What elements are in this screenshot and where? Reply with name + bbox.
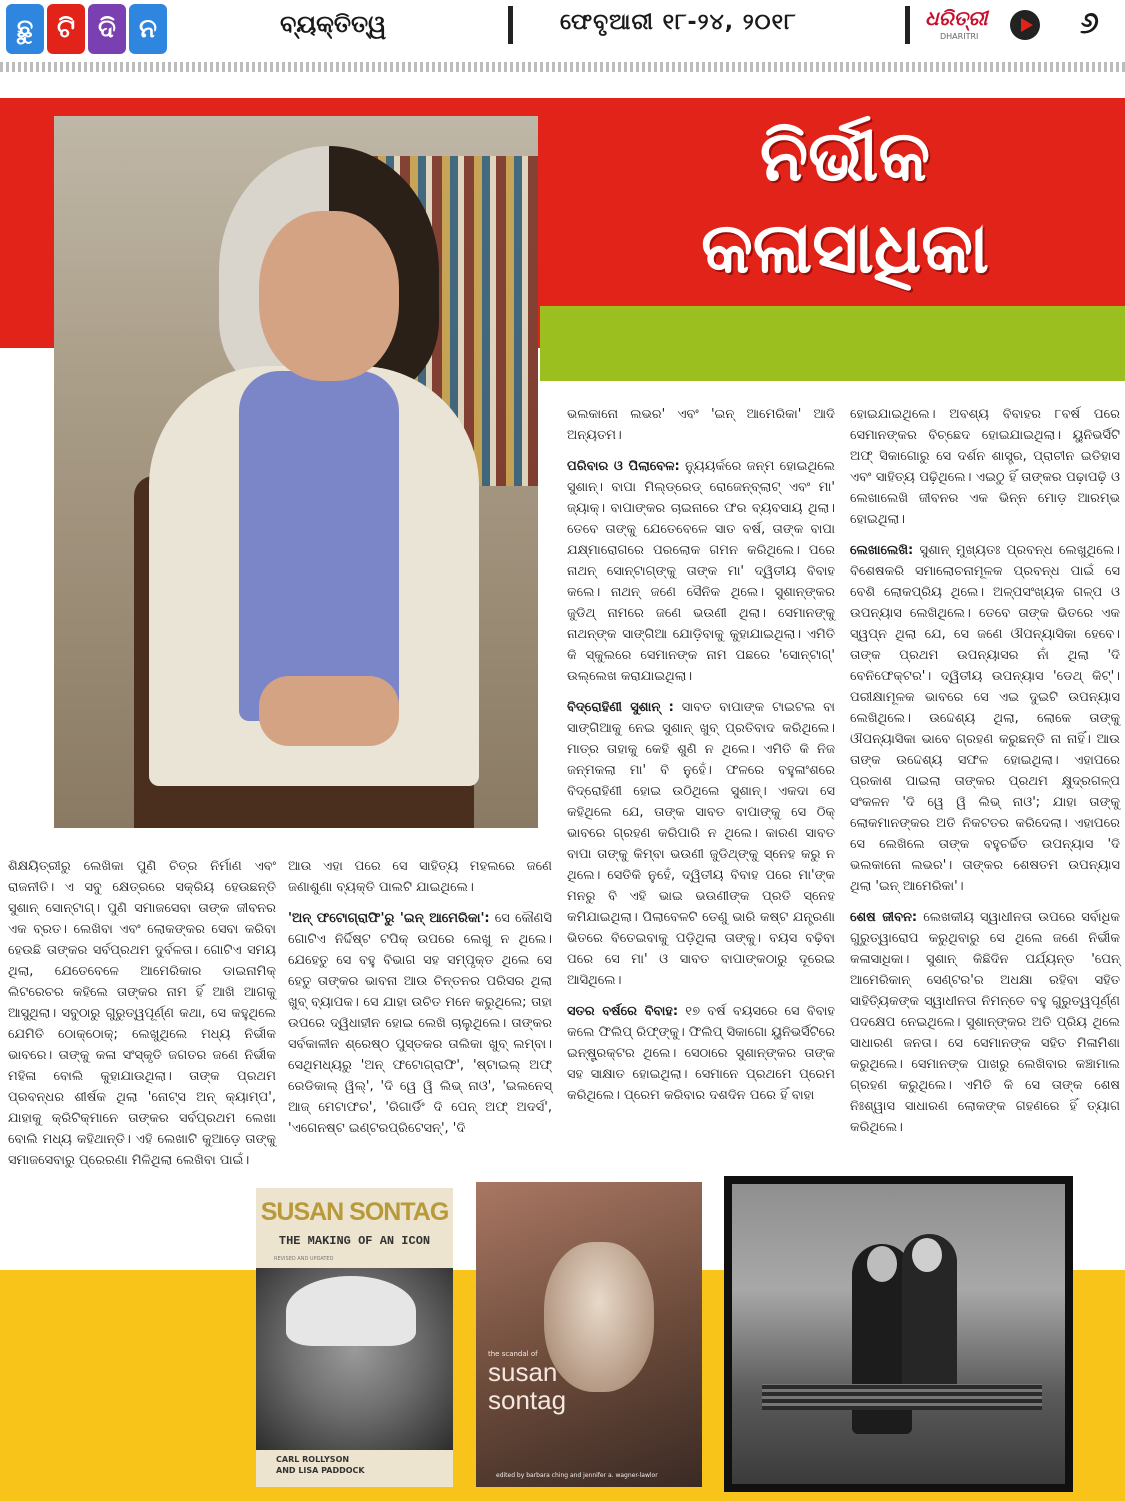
paragraph <box>850 540 1120 897</box>
accent-band <box>540 306 1125 381</box>
paragraph-text: ଲେଖକୀୟ ସ୍ୱାଧୀନତା ଉପରେ ସର୍ବାଧିକ ଗୁରୁତ୍ୱାରୋପ କରୁଥିବାରୁ ସେ ଥିଲେ ଜଣେ ନିର୍ଭୀକ କଳାସାଧିକା। ସୁଶାନ୍ କିଛିଦିନ ପର୍ଯ୍ୟନ୍ତ 'ପେନ୍ ଆମେରିକାନ୍ ସେଣ୍ଟର'ର ଅଧକ୍ଷା ରହିବା ସହିତ ସାହିତ୍ୟିକଙ୍କ ସ୍ୱାଧୀନତା ନିମନ୍ତେ ବହୁ ଗୁରୁତ୍ୱପୂର୍ଣ୍ଣ ପଦକ୍ଷେପ ନେଇଥିଲେ। ସୁଶାନ୍‌ଙ୍କର ଅତି ପ୍ରିୟ ଥିଲେ ସାଧାରଣ ଜନତା। ସେ ସେମାନଙ୍କ ସହିତ ମିଳାମିଶା କରୁଥିଲେ। ସେମାନଙ୍କ ପାଖରୁ ଲେଖିବାର କଞ୍ଚାମାଲ ଗ୍ରହଣ କରୁଥିଲେ। ଏମିତି କି ସେ ତାଙ୍କ ଶେଷ ନିଃଶ୍ୱାସ ସାଧାରଣ ଲୋକଙ୍କ ଗହଣରେ ହିଁ ତ୍ୟାଗ କରିଥିଲେ। <box>850 910 1120 1135</box>
header-divider <box>508 6 513 44</box>
subheading: ଶେଷ ଜୀବନ: <box>850 910 918 925</box>
book-cover-scandal-of-susan-sontag <box>476 1182 702 1487</box>
paragraph-text: ସାବତ ବାପାଙ୍କ ଟାଇଟଲ ବା ସାଙ୍ଗିଆକୁ ନେଇ ସୁଶାନ୍ ଖୁବ୍ ପ୍ରତିବାଦ କରିଥିଲେ। ମାତ୍ର ତାହାକୁ କେହି ଶୁଣି ନ ଥିଲେ। ଏମିତି କି ନିଜ ଜନ୍ମକଲା ମା' ବି ନୁହେଁ। ଫଳରେ ବହୁଳାଂଶରେ ବିଦ୍ରୋହିଣୀ ହୋଇ ଉଠିଥିଲେ ସୁଶାନ୍। ଏକଦା ସେ କହିଥିଲେ ଯେ, ତାଙ୍କ ସାବତ ବାପାଙ୍କୁ ସେ ଠିକ୍ ଭାବରେ ଗ୍ରହଣ କରିପାରି ନ ଥିଲେ। କାରଣ ସାବତ ବାପା ତାଙ୍କୁ କିମ୍ବା ଭଉଣୀ ଜୁଡିଥ୍‌ଙ୍କୁ ସ୍ନେହ କରୁ ନ ଥିଲେ। ସେତିକି ନୁହେଁ, ଦ୍ୱିତୀୟ ବିବାହ ପରେ ମା'ଙ୍କ ମନରୁ ବି ଏହି ଭାଇ ଭଉଣୀଙ୍କ ପ୍ରତି ସ୍ନେହ କମିଯାଇଥିଲା। ପିଲାବେଳଟି ତେଣୁ ଭାରି କଷ୍ଟ ଯନ୍ତ୍ରଣା ଭିତରେ ବିତେଇବାକୁ ପଡ଼ିଥିଲା ତାଙ୍କୁ। ବୟସ ବଢ଼ିବା ପରେ ସେ ମା' ଓ ସାବତ ବାପାଙ୍କଠାରୁ ଦୂରେଇ ଆସିଥିଲେ। <box>567 700 835 988</box>
face <box>912 1238 942 1272</box>
header-divider <box>905 6 910 44</box>
book-authors <box>276 1454 365 1476</box>
book-subtitle: THE MAKING OF AN ICON <box>278 1234 431 1248</box>
paragraph-text: ସୁଶାନ୍ ମୁଖ୍ୟତଃ ପ୍ରବନ୍ଧ ଲେଖୁଥିଲେ। ବିଶେଷକରି ସମାଲୋଚନାମୂଳକ ପ୍ରବନ୍ଧ ପାଇଁ ସେ ବେଶି ଲୋକପ୍ରିୟ ଥିଲେ। ଅଳ୍ପସଂଖ୍ୟକ ଗଳ୍ପ ଓ ଉପନ୍ୟାସ ଲେଖିଥିଲେ। ତେବେ ତାଙ୍କ ଭିତରେ ଏକ ସ୍ୱପ୍ନ ଥିଲା ଯେ, ସେ ଜଣେ ଔପନ୍ୟାସିକା ହେବେ। ତାଙ୍କ ପ୍ରଥମ ଉପନ୍ୟାସର ନାଁ ଥିଲା 'ଦି ବେନିଫେକ୍ଟର'। ଦ୍ୱିତୀୟ ଉପନ୍ୟାସ 'ଡେଥ୍ କିଟ୍'। ପରୀକ୍ଷାମୂଳକ ଭାବରେ ସେ ଏଇ ଦୁଇଟି ଉପନ୍ୟାସ ଲେଖିଥିଲେ। ଉଦ୍ଦେଶ୍ୟ ଥିଲା, ଲୋକେ ତାଙ୍କୁ ଔପନ୍ୟାସିକା ଭାବେ ଗ୍ରହଣ କରୁଛନ୍ତି ନା ନାହିଁ। ଆଉ ତାଙ୍କ ଉଦ୍ଦେଶ୍ୟ ସଫଳ ହୋଇଥିଲା। ଏହାପରେ ପ୍ରକାଶ ପାଇଲା ତାଙ୍କର ପ୍ରଥମ କ୍ଷୁଦ୍ରଗଳ୍ପ ସଂକଳନ 'ଦି ୱେ ୱି ଲିଭ୍ ନାଓ'; ଯାହା ତାଙ୍କୁ ଲୋକମାନଙ୍କର ଅତି ନିକଟତର କରିଦେଲା। ଏହାପରେ ସେ ଲେଖିଲେ ତାଙ୍କ ବହୁଚର୍ଚ୍ଚିତ ଉପନ୍ୟାସ 'ଦି ଭଲକାନୋ ଲଭର'। ତାଙ୍କର ଶେଷତମ ଉପନ୍ୟାସ ଥିଲା 'ଇନ୍ ଆମେରିକା'। <box>850 543 1120 894</box>
book-editors: edited by barbara ching and jennifer a. wagner-lawlor <box>496 1472 658 1479</box>
headline-line-2: କଳାସାଧିକା <box>701 206 989 289</box>
shirt <box>239 371 399 721</box>
masthead-logo <box>6 4 167 54</box>
article-column-3 <box>567 404 835 1116</box>
logo-letter: ଟି <box>47 4 85 54</box>
book-cover-making-of-an-icon <box>256 1188 453 1487</box>
subheading: ସତର ବର୍ଷରେ ବିବାହ: <box>567 1004 679 1019</box>
logo-letter: ଦି <box>88 4 126 54</box>
article-column-2 <box>288 856 552 1149</box>
book-author: CARL ROLLYSON <box>276 1455 350 1464</box>
section-name: ବ୍ୟକ୍ତିତ୍ୱ <box>280 10 387 38</box>
book-title-line: sontag <box>488 1385 567 1415</box>
portrait-photo <box>54 116 538 828</box>
book-title-prefix: the scandal of <box>488 1350 538 1358</box>
subheading: ବିଦ୍ରୋହିଣୀ ସୁଶାନ୍ : <box>567 700 674 715</box>
book-author: AND LISA PADDOCK <box>276 1466 365 1475</box>
issue-date: ଫେବୃଆରୀ ୧୮-୨୪, ୨୦୧୮ <box>560 10 797 35</box>
face <box>867 1246 897 1282</box>
subheading: 'ଅନ୍ ଫଟୋଗ୍ରାଫି'ରୁ 'ଇନ୍ ଆମେରିକା': <box>288 911 490 926</box>
play-icon <box>1010 10 1040 40</box>
paragraph: ହୋଇଯାଇଥିଲେ। ଅବଶ୍ୟ ବିବାହର ୮ବର୍ଷ ପରେ ସେମାନଙ୍କର ବିଚ୍ଛେଦ ହୋଇଯାଇଥିଲା। ୟୁନିଭର୍ସିଟି ଅଫ୍ ସିକାଗୋରୁ ସେ ଦର୍ଶନ ଶାସ୍ତ୍ର, ପ୍ରାଚୀନ ଇତିହାସ ଏବଂ ସାହିତ୍ୟ ପଢ଼ିଥିଲେ। ଏଇଠୁ ହିଁ ତାଙ୍କର ପଢ଼ାପଢ଼ି ଓ ଲେଖାଲେଖି ଜୀବନର ଏକ ଭିନ୍ନ ମୋଡ଼ ଆରମ୍ଭ ହୋଇଥିଲା। <box>850 407 1120 527</box>
article-column-1 <box>8 856 276 1181</box>
paragraph: ଆଉ ଏହା ପରେ ସେ ସାହିତ୍ୟ ମହଲରେ ଜଣେ ଜଣାଶୁଣା ବ୍ୟକ୍ତି ପାଲଟି ଯାଇଥିଲେ। <box>288 859 552 895</box>
paragraph <box>567 697 835 991</box>
park-bench <box>762 1384 1042 1410</box>
brand-subtext: DHARITRI <box>940 32 979 41</box>
book-title: SUSAN SONTAG <box>260 1198 449 1226</box>
photo-scene <box>732 1184 1065 1484</box>
paragraph <box>850 907 1120 1138</box>
paragraph: ଭଲକାନୋ ଲଭର' ଏବଂ 'ଇନ୍ ଆମେରିକା' ଆଦି ଅନ୍ୟତମ। <box>567 407 835 443</box>
subheading: ପରିବାର ଓ ପିଲାବେଳ: <box>567 459 680 474</box>
brand-logo: ଧରିତ୍ରୀ <box>925 6 988 30</box>
paragraph-text: ୧୭ ବର୍ଷ ବୟସରେ ସେ ବିବାହ କଲେ ଫିଲିପ୍ ରିଫ୍‌ଙ୍କୁ। ଫିଲିପ୍ ସିକାଗୋ ୟୁନିଭର୍ସିଟିରେ ଇନ୍‌ଷ୍ଟ୍ରକ୍ଟର ଥିଲେ। ସେଠାରେ ସୁଶାନ୍‌ଙ୍କର ତାଙ୍କ ସହ ସାକ୍ଷାତ ହୋଇଥିଲା। ସେମାନେ ପ୍ରଥମେ ପ୍ରେମ କରିଥିଲେ। ପ୍ରେମ କରିବାର ଦଶଦିନ ପରେ ହିଁ ବାହା <box>567 1004 835 1103</box>
headline <box>575 110 1115 294</box>
paragraph <box>567 456 835 687</box>
paragraph: ଶିକ୍ଷୟିତ୍ରୀରୁ ଲେଖିକା ପୁଣି ଚିତ୍ର ନିର୍ମାଣ ଏବଂ ରାଜନୀତି। ଏ ସବୁ କ୍ଷେତ୍ରରେ ସକ୍ରିୟ ହେଉଛନ୍ତି ସୁଶାନ୍ ସୋନ୍‌ଟାଗ୍‌। ପୁଣି ସମାଜସେବା ତାଙ୍କ ଜୀବନର ଏକ ବ୍ରତ। ଲେଖିବା ଏବଂ ଲୋକଙ୍କର ସେବା କରିବା ହେଉଛି ତାଙ୍କର ସର୍ବପ୍ରଥମ ଦୁର୍ବଳତା। ଗୋଟିଏ ସମୟ ଥିଲା, ଯେତେବେଳେ ଆମେରିକାର ଡାଇନାମିକ୍ ଲିଟରେଚର କହିଲେ ତାଙ୍କର ନାମ ହିଁ ଆଖି ଆଗକୁ ଆସୁଥିଲା। ସବୁଠାରୁ ଗୁରୁତ୍ୱପୂର୍ଣ୍ଣ କଥା, ସେ କହୁଥିଲେ ଯେମିତି ଠୋକ୍‌ଠୋକ୍‌; ଲେଖୁଥିଲେ ମଧ୍ୟ ନିର୍ଭୀକ ଭାବରେ। ତାଙ୍କୁ କଳା ସଂସ୍କୃତି ଜଗତର ଜଣେ ନିର୍ଭୀକ ମହିଳା ବୋଲି କୁହାଯାଉଥିଲା। ତାଙ୍କ ପ୍ରଥମ ପ୍ରବନ୍ଧର ଶୀର୍ଷକ ଥିଲା 'ନୋଟ୍ସ ଅନ୍ କ୍ୟାମ୍ପ', ଯାହାକୁ କ୍ରିଟିକ୍‌ମାନେ ତାଙ୍କର ସର୍ବପ୍ରଥମ ଲେଖା ବୋଲି ମଧ୍ୟ କହିଥାନ୍ତି। ଏହି ଲେଖାଟି କୁଆଡ଼େ ତାଙ୍କୁ ସମାଜସେବାରୁ ପ୍ରେରଣା ମିଳିଥିଲା ଲେଖିବା ପାଇଁ। <box>8 859 276 1168</box>
book-cover-hair <box>286 1276 416 1346</box>
subheading: ଲେଖାଲେଖି: <box>850 543 914 558</box>
book-edition: REVISED AND UPDATED <box>274 1256 334 1262</box>
page-number: ୬ <box>1080 6 1099 41</box>
face <box>259 211 399 381</box>
article-column-4 <box>850 404 1120 1148</box>
book-title <box>488 1358 566 1414</box>
book-title-line: susan <box>488 1357 558 1387</box>
paragraph-text: ସେ କୌଣସି ଗୋଟିଏ ନିର୍ଦ୍ଦିଷ୍ଟ ଟପିକ୍ ଉପରେ ଲେଖୁ ନ ଥିଲେ। ଯେହେତୁ ସେ ବହୁ ବିଭାଗ ସହ ସମ୍ପୃକ୍ତ ଥିଲେ ସେ ହେତୁ ତାଙ୍କର ଭାବନା ଆଉ ଚିନ୍ତନର ପରିସର ଥିଲା ଖୁବ୍ ବ୍ୟାପକ। ସେ ଯାହା ଉଚିତ ମନେ କରୁଥିଲେ; ତାହା ଉପରେ ଦ୍ୱିଧାହୀନ ହୋଇ ଲେଖି ଚାଲୁଥିଲେ। ତାଙ୍କର ସର୍ବକାଳୀନ ଶ୍ରେଷ୍ଠ ପୁସ୍ତକର ତାଲିକା ଖୁବ୍ ଲମ୍ବା। ସେଥିମଧ୍ୟରୁ 'ଅନ୍ ଫଟୋଗ୍ରାଫି', 'ଷ୍ଟାଇଲ୍ ଅଫ୍ ରେଡିକାଲ୍ ୱିଲ୍', 'ଦି ୱେ ୱି ଲିଭ୍ ନାଓ', 'ଇଲନେସ୍ ଆଜ୍ ମେଟାଫର', 'ରିଗାର୍ଡିଂ ଦି ପେନ୍ ଅଫ୍ ଅଦର୍ସ', 'ଏଗେନଷ୍ଟ ଇଣ୍ଟରପ୍ରିଟେସନ୍', 'ଦି <box>288 911 552 1136</box>
headline-line-1: ନିର୍ଭୀକ <box>759 114 931 197</box>
logo-letter: ନ <box>129 4 167 54</box>
bench-photo <box>724 1176 1073 1492</box>
paragraph <box>288 908 552 1139</box>
paragraph <box>567 1001 835 1106</box>
page-header <box>0 0 1125 62</box>
header-stripe <box>0 62 1125 72</box>
paragraph-text: ନ୍ୟୁୟର୍କରେ ଜନ୍ମ ହୋଇଥିଲେ ସୁଶାନ୍। ବାପା ମିଲ୍‌ଡ୍ରେଡ୍ ରୋଜେନ୍‌ବ୍ଲାଟ୍ ଏବଂ ମା' ଜ୍ୟାକ୍। ବାପାଙ୍କର ଚାଇନାରେ ଫର ବ୍ୟବସାୟ ଥିଲା। ତେବେ ତାଙ୍କୁ ଯେତେବେଳେ ସାତ ବର୍ଷ, ତାଙ୍କ ବାପା ଯକ୍ଷ୍ମାରୋଗରେ ପରଲୋକ ଗମନ କରିଥିଲେ। ପରେ ନାଥନ୍ ସୋନ୍‌ଟାଗ୍‌ଙ୍କୁ ତାଙ୍କ ମା' ଦ୍ୱିତୀୟ ବିବାହ କଲେ। ନାଥନ୍ ଜଣେ ସୈନିକ ଥିଲେ। ସୁଶାନ୍‌ଙ୍କର ଜୁଡିଥ୍ ନାମରେ ଜଣେ ଭଉଣୀ ଥିଲା। ସେମାନଙ୍କୁ ନାଥନ୍‌ଙ୍କ ସାଙ୍ଗିଆ ଯୋଡ଼ିବାକୁ କୁହାଯାଇଥିଲା। ଏମିତି କି ସ୍କୁଲରେ ସେମାନଙ୍କ ନାମ ପଛରେ 'ସୋନ୍‌ଟାଗ୍' ଉଲ୍ଲେଖ କରାଯାଇଥିଲା। <box>567 459 835 684</box>
logo-letter: ଛୁ <box>6 4 44 54</box>
hands <box>259 676 399 746</box>
